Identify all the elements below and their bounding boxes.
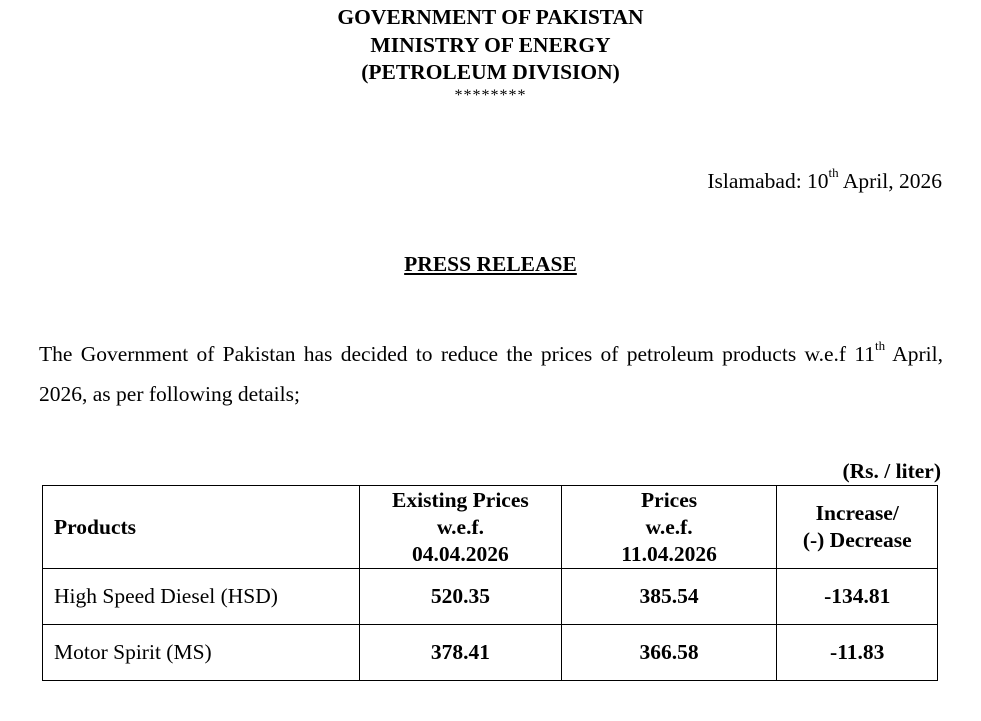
product-name: High Speed Diesel (HSD)	[43, 569, 360, 625]
table-header-row	[43, 486, 938, 569]
header-products: Products	[43, 486, 360, 569]
letterhead-ministry: MINISTRY OF ENERGY	[370, 32, 611, 57]
table-row	[43, 625, 938, 681]
dateline-ordinal: th	[828, 164, 839, 180]
header-change	[777, 486, 938, 569]
header-existing-prices	[360, 486, 562, 569]
header-new-line2: w.e.f.	[645, 514, 693, 539]
dateline-place: Islamabad: 10	[707, 169, 829, 193]
body-text-part2: April, 2026, as per following details;	[39, 342, 944, 406]
price-change: -134.81	[777, 569, 938, 625]
press-release-title: PRESS RELEASE	[404, 252, 577, 276]
existing-price: 378.41	[360, 625, 562, 681]
header-existing-line3: 04.04.2026	[412, 541, 509, 566]
letterhead-government: GOVERNMENT OF PAKISTAN	[337, 5, 644, 29]
new-price: 366.58	[561, 625, 777, 681]
header-change-line2: (-) Decrease	[802, 528, 912, 552]
body-paragraph	[39, 334, 943, 414]
header-change-line1: Increase/	[815, 501, 899, 525]
body-ordinal: th	[875, 337, 886, 353]
dateline-date: April, 2026	[838, 169, 942, 193]
letterhead	[0, 4, 981, 105]
header-new-line3: 11.04.2026	[621, 541, 717, 566]
header-existing-line1: Existing Prices	[392, 487, 529, 512]
letterhead-division: (PETROLEUM DIVISION)	[361, 60, 620, 84]
existing-price: 520.35	[360, 569, 562, 625]
price-table	[42, 485, 938, 681]
header-new-prices	[561, 486, 777, 569]
dateline	[707, 164, 942, 195]
header-existing-line2: w.e.f.	[436, 514, 484, 539]
price-change: -11.83	[777, 625, 938, 681]
letterhead-separator: ********	[454, 86, 527, 104]
table-row	[43, 569, 938, 625]
new-price: 385.54	[561, 569, 777, 625]
product-name: Motor Spirit (MS)	[43, 625, 360, 681]
body-text-part1: The Government of Pakistan has decided to reduce the prices of petroleum products w.e.f 11	[39, 342, 876, 366]
price-unit-label: (Rs. / liter)	[842, 459, 941, 483]
header-new-line1: Prices	[641, 487, 698, 512]
